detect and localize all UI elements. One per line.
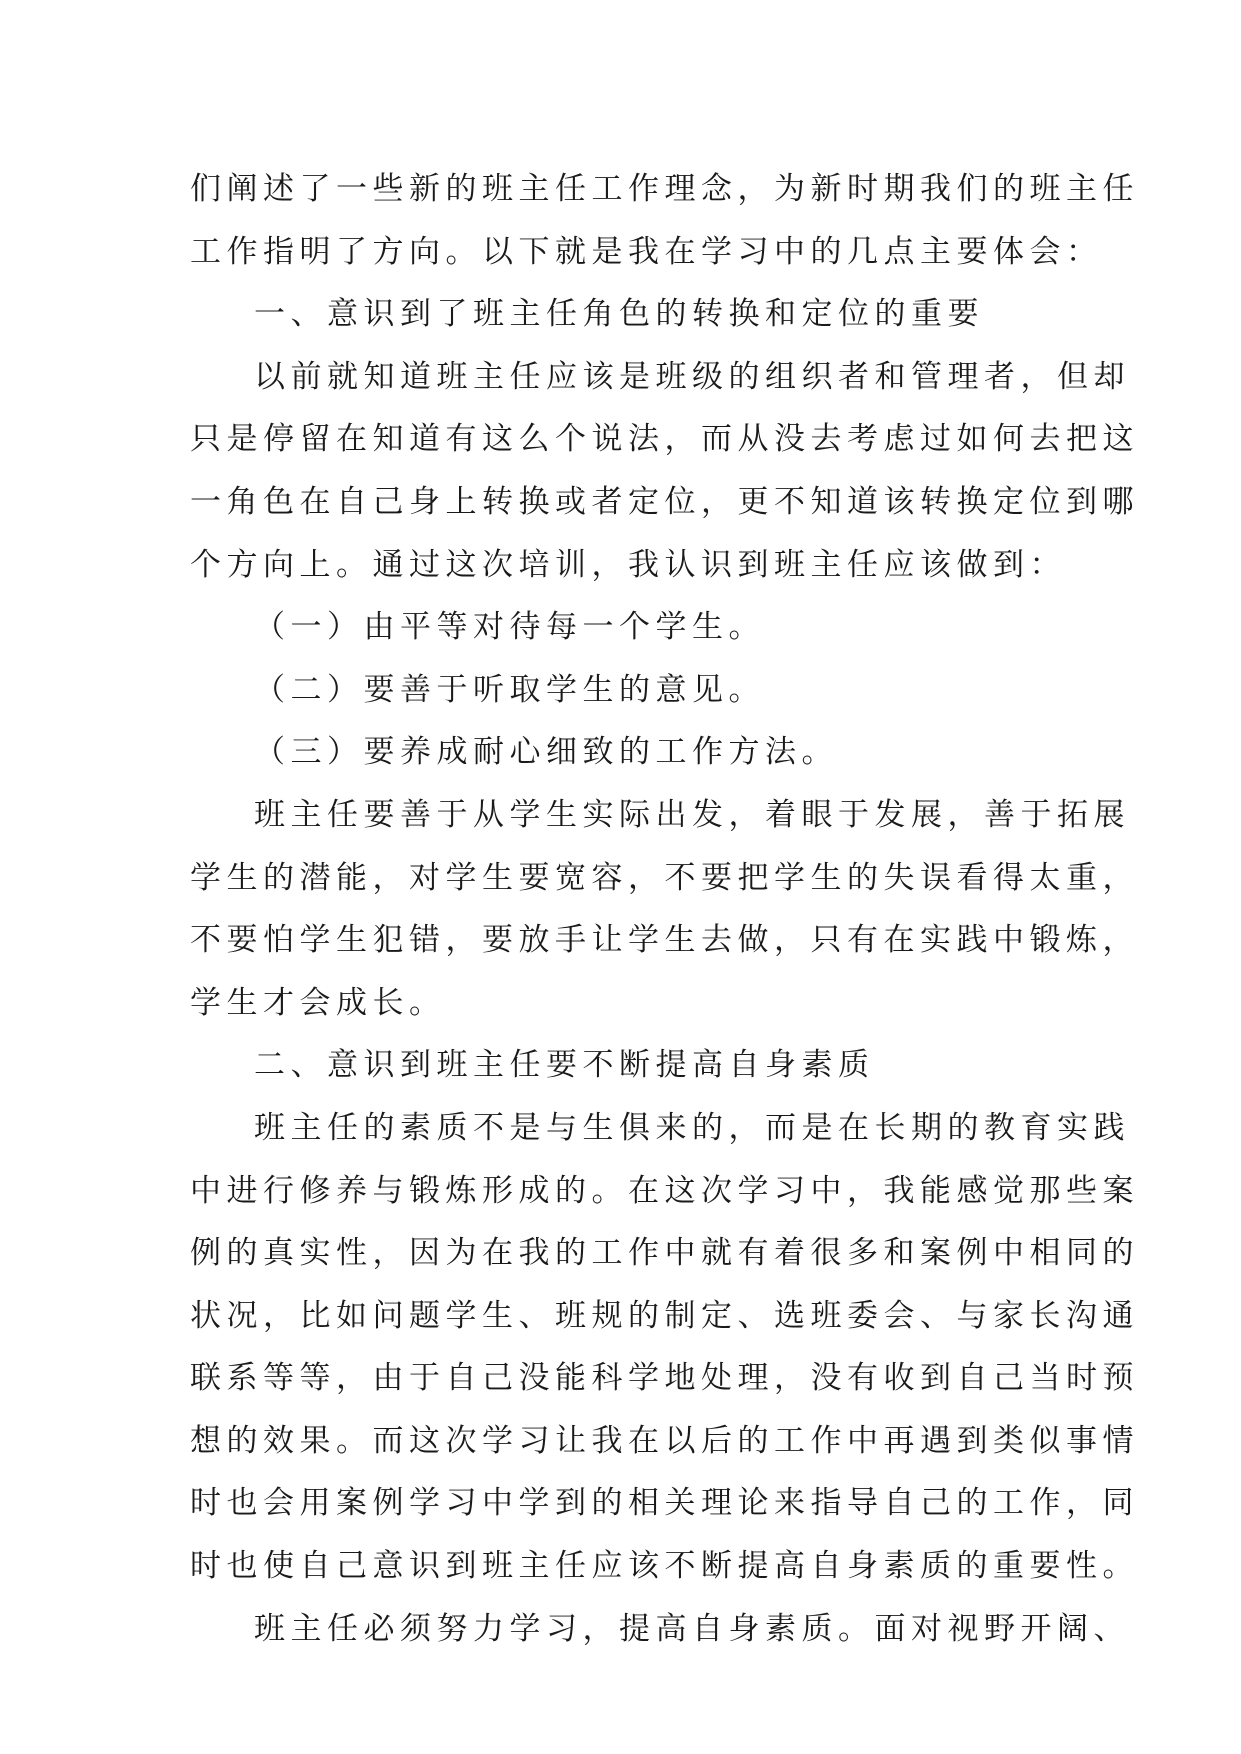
text-line: 状况，比如问题学生、班规的制定、选班委会、与家长沟通 [190,1297,1139,1334]
text-line: 一角色在自己身上转换或者定位，更不知道该转换定位到哪 [190,483,1139,520]
text-line: 们阐述了一些新的班主任工作理念，为新时期我们的班主任 [190,171,1139,207]
text-line: 工作指明了方向。以下就是我在学习中的几点主要体会： [190,233,1103,270]
text-line: 班主任要善于从学生实际出发，着眼于发展，善于拓展 [254,796,1130,833]
text-line: 时也会用案例学习中学到的相关理论来指导自己的工作，同 [190,1485,1139,1522]
text-line: 班主任的素质不是与生俱来的，而是在长期的教育实践 [254,1109,1130,1146]
text-line: （二）要善于听取学生的意见。 [254,671,765,708]
text-line: 一、意识到了班主任角色的转换和定位的重要 [254,296,984,333]
text-line: 学生才会成长。 [190,984,446,1021]
text-line: 中进行修养与锻炼形成的。在这次学习中，我能感觉那些案 [190,1172,1139,1209]
text-line: 以前就知道班主任应该是班级的组织者和管理者，但却 [254,358,1130,395]
text-line: （一）由平等对待每一个学生。 [254,609,765,646]
text-line: （三）要养成耐心细致的工作方法。 [254,734,838,771]
text-line: 个方向上。通过这次培训，我认识到班主任应该做到： [190,546,1066,583]
text-line: 学生的潜能，对学生要宽容，不要把学生的失误看得太重， [190,859,1139,896]
text-line: 想的效果。而这次学习让我在以后的工作中再遇到类似事情 [190,1422,1139,1459]
text-line: 例的真实性，因为在我的工作中就有着很多和案例中相同的 [190,1235,1139,1272]
text-line: 联系等等，由于自己没能科学地处理，没有收到自己当时预 [190,1360,1139,1397]
text-line: 只是停留在知道有这么个说法，而从没去考虑过如何去把这 [190,421,1139,458]
text-line: 二、意识到班主任要不断提高自身素质 [254,1047,875,1084]
text-line: 班主任必须努力学习，提高自身素质。面对视野开阔、 [254,1610,1130,1647]
text-line: 时也使自己意识到班主任应该不断提高自身素质的重要性。 [190,1548,1139,1585]
text-line: 不要怕学生犯错，要放手让学生去做，只有在实践中锻炼， [190,922,1139,959]
document-body [190,158,1139,1660]
